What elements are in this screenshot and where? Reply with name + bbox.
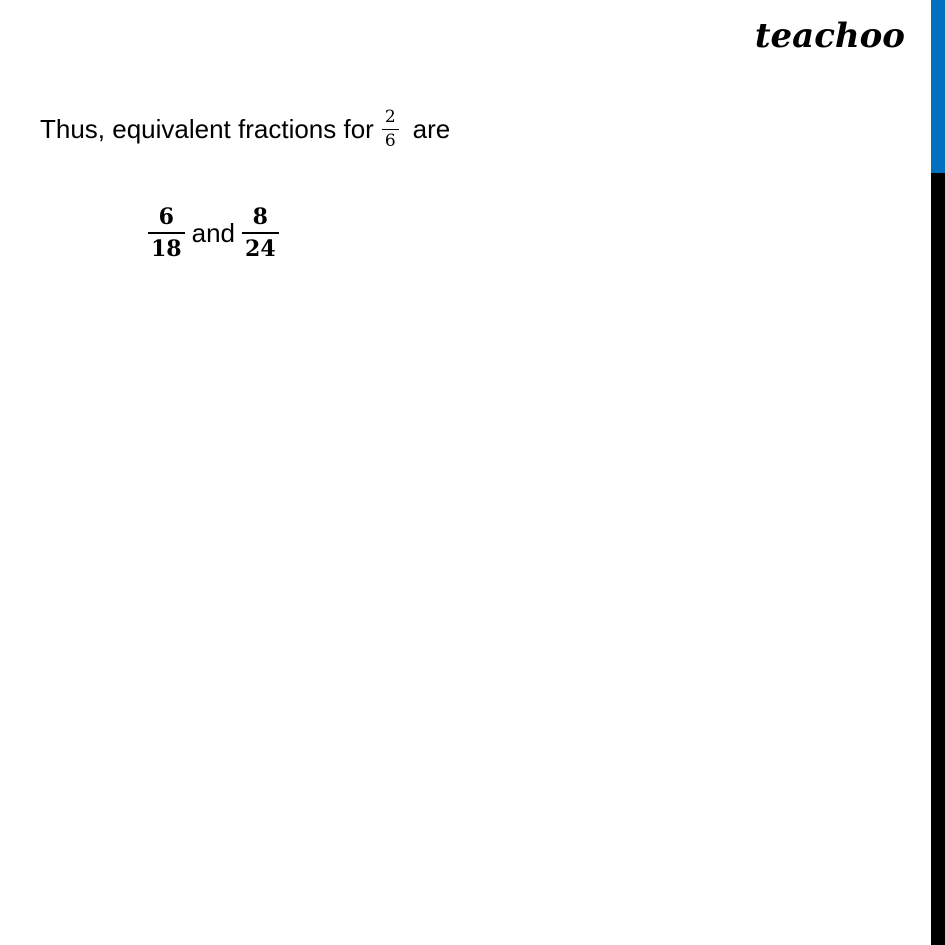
answer-fraction-2 — [242, 205, 279, 261]
given-fraction — [382, 108, 399, 151]
statement-trail-text: are — [412, 113, 451, 144]
answer-connector: and — [191, 217, 236, 248]
answer-fraction-1 — [148, 205, 185, 261]
answer-line — [148, 205, 279, 261]
answer-fraction-1-denominator: 18 — [151, 236, 182, 263]
statement-lead-text: Thus, equivalent fractions for — [40, 113, 374, 144]
answer-fraction-2-denominator: 24 — [245, 236, 276, 263]
answer-fraction-1-numerator: 6 — [158, 204, 174, 230]
statement-line — [40, 108, 450, 151]
given-fraction-numerator: 2 — [384, 107, 396, 127]
right-bar-accent — [931, 0, 945, 173]
answer-fraction-2-numerator: 8 — [252, 204, 268, 230]
teachoo-logo: teachoo — [754, 16, 905, 56]
given-fraction-denominator: 6 — [384, 131, 396, 152]
right-side-bar — [931, 0, 945, 945]
